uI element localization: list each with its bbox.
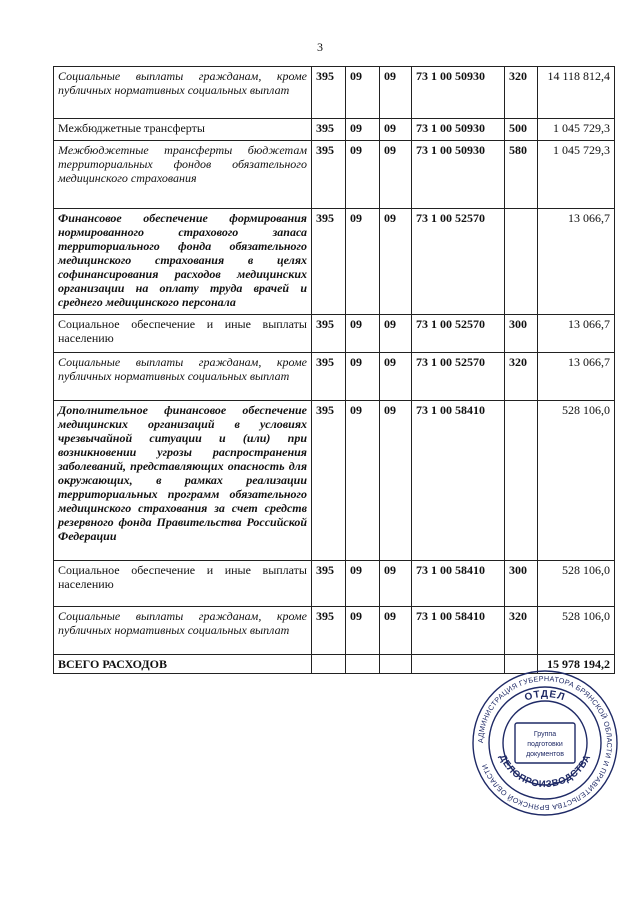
row-section-code: 09: [346, 209, 380, 315]
row-name: Социальное обеспечение и иные выплаты населению: [54, 315, 312, 353]
table-body: [54, 67, 615, 674]
row-amount: 13 066,7: [538, 315, 615, 353]
row-section-code: 09: [346, 119, 380, 141]
total-label: ВСЕГО РАСХОДОВ: [54, 655, 312, 674]
row-name: Социальное обеспечение и иные выплаты населению: [54, 561, 312, 607]
row-target-article-code: 73 1 00 50930: [412, 141, 505, 209]
row-grbs-code: 395: [312, 561, 346, 607]
row-grbs-code: 395: [312, 607, 346, 655]
row-grbs-code: 395: [312, 209, 346, 315]
row-name: Социальные выплаты гражданам, кроме публичных нормативных социальных выплат: [54, 607, 312, 655]
row-expense-type-code: 580: [505, 141, 538, 209]
row-section-code: 09: [346, 141, 380, 209]
row-amount: 14 118 812,4: [538, 67, 615, 119]
total-empty-cell: [312, 655, 346, 674]
row-section-code: 09: [346, 353, 380, 401]
stamp-center-line-3: документов: [526, 751, 564, 758]
row-subsection-code: 09: [380, 67, 412, 119]
row-name: Межбюджетные трансферты бюджетам территориальных фондов обязательного медицинского страхования: [54, 141, 312, 209]
row-subsection-code: 09: [380, 209, 412, 315]
row-expense-type-code: [505, 209, 538, 315]
table-row: [54, 353, 615, 401]
stamp-outer-text: АДМИНИСТРАЦИЯ ГУБЕРНАТОРА БРЯНСКОЙ ОБЛАСТИ И ПРАВИТЕЛЬСТВА БРЯНСКОЙ ОБЛАСТИ: [475, 673, 615, 813]
row-subsection-code: 09: [380, 353, 412, 401]
row-amount: 528 106,0: [538, 561, 615, 607]
row-expense-type-code: 500: [505, 119, 538, 141]
total-empty-cell: [380, 655, 412, 674]
table-row: [54, 315, 615, 353]
row-expense-type-code: 300: [505, 315, 538, 353]
row-grbs-code: 395: [312, 67, 346, 119]
row-amount: 1 045 729,3: [538, 119, 615, 141]
row-subsection-code: 09: [380, 119, 412, 141]
row-amount: 13 066,7: [538, 209, 615, 315]
total-amount: 15 978 194,2: [538, 655, 615, 674]
row-expense-type-code: 300: [505, 561, 538, 607]
row-name: Дополнительное финансовое обеспечение медицинских организаций в условиях чрезвычайной ситуации и (или) при возникновении угрозы распространения заболеваний, представляющих опасность для окружающих, в рамках реализации территориальных программ обязательного медицинского страхования за счет средств резервного фонда Правительства Российской Федерации: [54, 401, 312, 561]
row-section-code: 09: [346, 401, 380, 561]
row-target-article-code: 73 1 00 52570: [412, 353, 505, 401]
row-grbs-code: 395: [312, 141, 346, 209]
office-stamp: [470, 668, 620, 818]
row-target-article-code: 73 1 00 52570: [412, 315, 505, 353]
table-row: [54, 401, 615, 561]
row-name: Межбюджетные трансферты: [54, 119, 312, 141]
row-expense-type-code: 320: [505, 607, 538, 655]
stamp-ring-top: ОТДЕЛ: [523, 688, 567, 704]
row-subsection-code: 09: [380, 401, 412, 561]
row-expense-type-code: [505, 401, 538, 561]
row-name: Социальные выплаты гражданам, кроме публичных нормативных социальных выплат: [54, 67, 312, 119]
row-subsection-code: 09: [380, 561, 412, 607]
row-target-article-code: 73 1 00 58410: [412, 401, 505, 561]
row-target-article-code: 73 1 00 50930: [412, 119, 505, 141]
row-grbs-code: 395: [312, 119, 346, 141]
table-row: [54, 561, 615, 607]
row-target-article-code: 73 1 00 58410: [412, 561, 505, 607]
table-row: [54, 67, 615, 119]
stamp-ring-bottom: ДЕЛОПРОИЗВОДСТВА: [496, 752, 594, 791]
row-section-code: 09: [346, 561, 380, 607]
table-row: [54, 607, 615, 655]
row-subsection-code: 09: [380, 315, 412, 353]
row-section-code: 09: [346, 607, 380, 655]
row-target-article-code: 73 1 00 58410: [412, 607, 505, 655]
row-amount: 528 106,0: [538, 607, 615, 655]
row-target-article-code: 73 1 00 52570: [412, 209, 505, 315]
row-amount: 13 066,7: [538, 353, 615, 401]
row-name: Финансовое обеспечение формирования нормированного страхового запаса территориального фонда обязательного медицинского страхования в целях софинансирования расходов медицинских организации на оплату труда врачей и среднего медицинского персонала: [54, 209, 312, 315]
row-name: Социальные выплаты гражданам, кроме публичных нормативных социальных выплат: [54, 353, 312, 401]
row-target-article-code: 73 1 00 50930: [412, 67, 505, 119]
page-number: 3: [317, 40, 323, 54]
row-expense-type-code: 320: [505, 67, 538, 119]
row-grbs-code: 395: [312, 315, 346, 353]
row-section-code: 09: [346, 315, 380, 353]
row-grbs-code: 395: [312, 401, 346, 561]
row-subsection-code: 09: [380, 607, 412, 655]
total-empty-cell: [346, 655, 380, 674]
stamp-center-line-2: подготовки: [527, 741, 563, 748]
table-row: [54, 209, 615, 315]
row-grbs-code: 395: [312, 353, 346, 401]
stamp-center-line-1: Группа: [533, 731, 557, 738]
row-section-code: 09: [346, 67, 380, 119]
row-amount: 528 106,0: [538, 401, 615, 561]
table-row: [54, 119, 615, 141]
row-expense-type-code: 320: [505, 353, 538, 401]
row-amount: 1 045 729,3: [538, 141, 615, 209]
expenses-table: [53, 66, 615, 674]
row-subsection-code: 09: [380, 141, 412, 209]
table-row: [54, 141, 615, 209]
